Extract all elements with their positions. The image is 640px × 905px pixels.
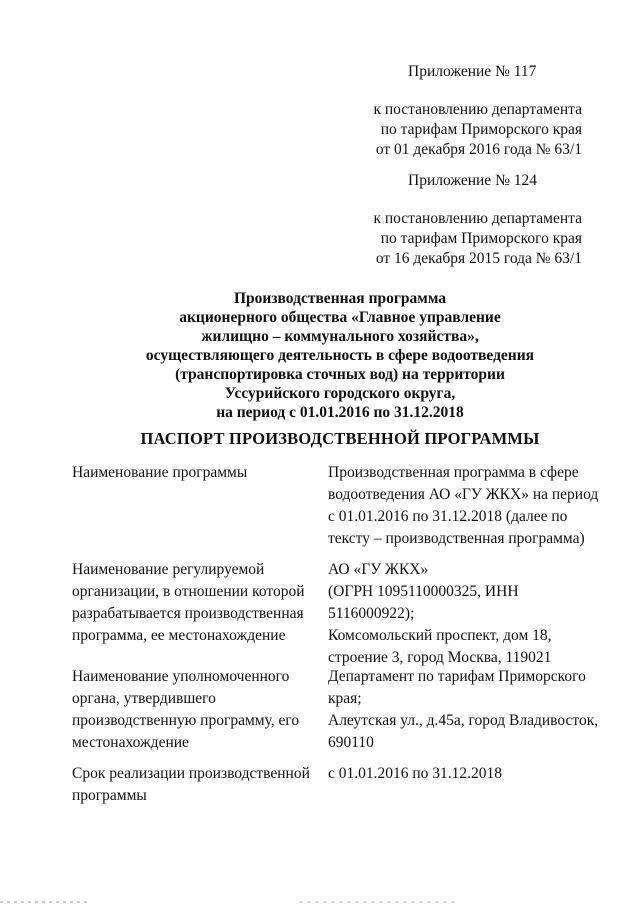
label-line: программа, ее местонахождение [72, 627, 286, 644]
title-line: на период с 01.01.2016 по 31.12.2018 [216, 404, 464, 421]
row-label [72, 763, 312, 807]
label-line: разрабатывается производственная [72, 605, 304, 622]
value-line: 690110 [328, 734, 374, 751]
value-line: Алеутская ул., д.45а, город Владивосток, [328, 712, 599, 729]
label-line: Наименование программы [72, 464, 248, 481]
value-line: АО «ГУ ЖКХ» [328, 561, 429, 578]
value-line: Производственная программа в сфере [328, 464, 579, 481]
passport-heading: ПАСПОРТ ПРОИЗВОДСТВЕННОЙ ПРОГРАММЫ [140, 429, 540, 448]
value-line: Департамент по тарифам Приморского [328, 668, 586, 685]
title-line: Уссурийского городского округа, [224, 385, 456, 402]
scan-edge-marks [0, 898, 640, 905]
value-line: водоотведения АО «ГУ ЖКХ» на период [328, 486, 599, 503]
label-line: Срок реализации производственной [72, 765, 310, 782]
appendix-124-reference [342, 209, 582, 269]
appendix-124-number: Приложение № 124 [408, 172, 537, 189]
appendix-124-ref-line: от 16 декабря 2015 года № 63/1 [375, 250, 582, 267]
label-line: Наименование регулируемой [72, 561, 265, 578]
title-line: акционерного общества «Главное управление [179, 309, 501, 326]
value-line: Комсомольский проспект, дом 18, [328, 627, 552, 644]
title-line: жилищно – коммунального хозяйства», [201, 328, 479, 345]
program-title [60, 289, 620, 422]
row-value [328, 462, 618, 550]
value-line: тексту – производственная программа) [328, 530, 585, 547]
label-line: производственную программу, его [72, 712, 300, 729]
label-line: программы [72, 787, 147, 804]
row-label [72, 462, 312, 484]
value-line: строение 3, город Москва, 119021 [328, 649, 552, 666]
row-value [328, 559, 618, 669]
title-line: осуществляющего деятельность в сфере водоотведения [145, 347, 535, 364]
title-line: Производственная программа [233, 290, 447, 307]
appendix-117-ref-line: к постановлению департамента [373, 101, 582, 118]
appendix-117 [342, 62, 582, 160]
label-line: организации, в отношении которой [72, 583, 305, 600]
value-line: края; [328, 690, 362, 707]
label-line: Наименование уполномоченного [72, 668, 290, 685]
value-line: 5116000922); [328, 605, 415, 622]
label-line: местонахождение [72, 734, 189, 751]
appendix-117-number: Приложение № 117 [408, 63, 537, 80]
title-line: (транспортировка сточных вод) на территории [175, 366, 505, 383]
row-value [328, 666, 618, 754]
appendix-124-ref-line: по тарифам Приморского края [380, 230, 582, 247]
appendix-124-ref-line: к постановлению департамента [373, 210, 582, 227]
row-value [328, 763, 618, 785]
value-line: (ОГРН 1095110000325, ИНН [328, 583, 519, 600]
label-line: органа, утвердившего [72, 690, 216, 707]
row-label [72, 666, 312, 754]
row-label [72, 559, 312, 647]
appendix-117-ref-line: от 01 декабря 2016 года № 63/1 [375, 141, 582, 158]
appendix-117-ref-line: по тарифам Приморского края [380, 121, 582, 138]
value-line: с 01.01.2016 по 31.12.2018 [328, 765, 503, 782]
value-line: с 01.01.2016 по 31.12.2018 (далее по [328, 508, 568, 525]
appendix-117-reference [342, 100, 582, 160]
appendix-124 [342, 171, 582, 269]
